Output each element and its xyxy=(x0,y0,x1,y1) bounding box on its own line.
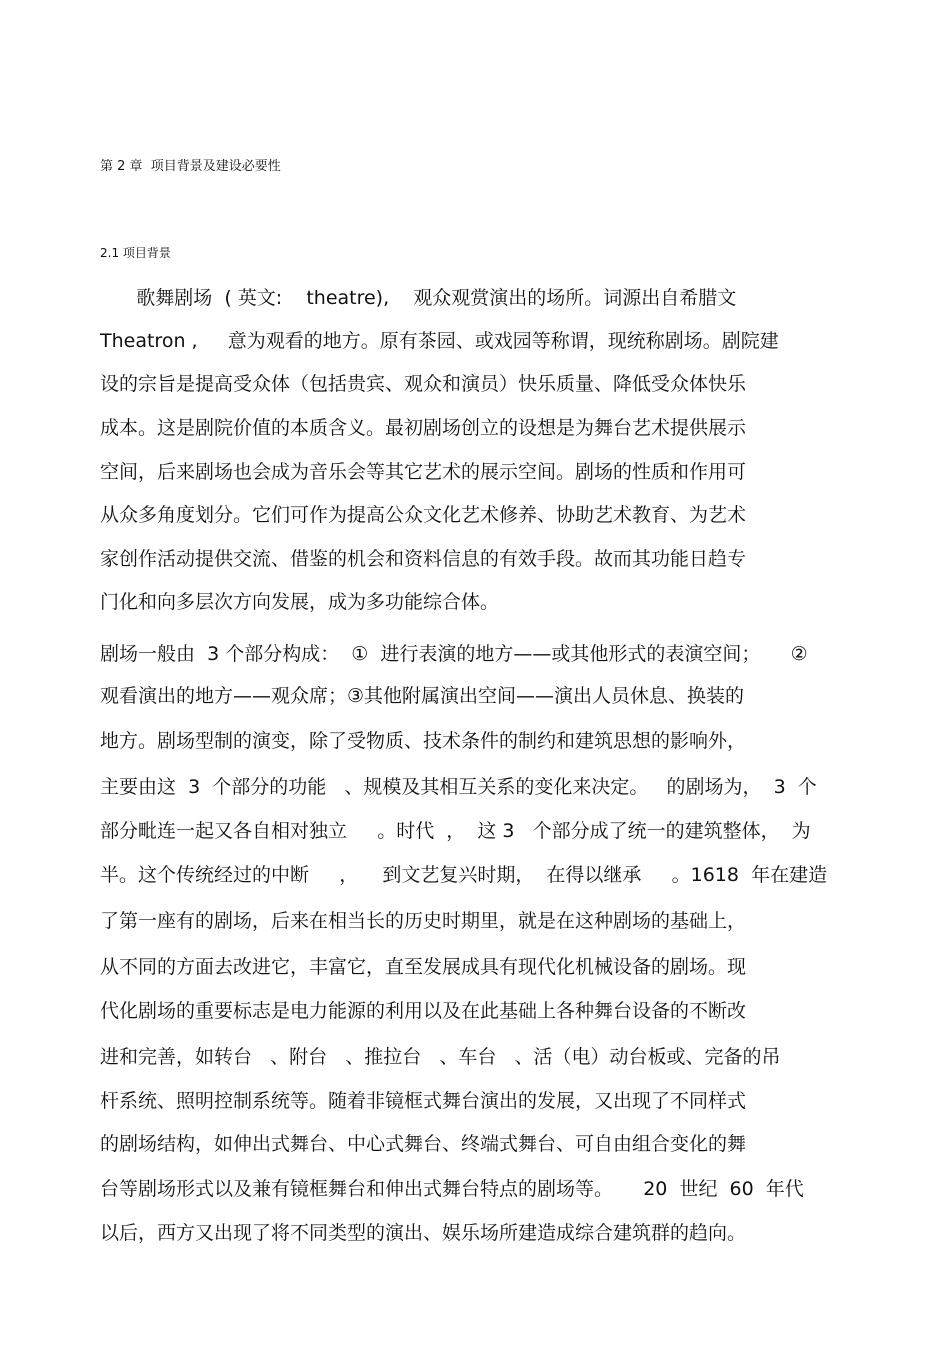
body-line: 了第一座有的剧场，后来在相当长的历史时期里，就是在这种剧场的基础上， xyxy=(100,910,747,932)
body-line: 剧场一般由 3 个部分构成： ① 进行表演的地方——或其他形式的表演空间； ② xyxy=(100,643,808,665)
body-line: 进和完善，如转台 、附台 、推拉台 、车台 、活（电）动台板或、完备的吊 xyxy=(100,1046,781,1068)
body-line: 杆系统、照明控制系统等。随着非镜框式舞台演出的发展，又出现了不同样式 xyxy=(100,1090,747,1112)
body-line: 部分毗连一起又各自相对独立 。时代 ， 这 3 个部分成了统一的建筑整体， 为 xyxy=(100,820,811,842)
body-line: 的剧场结构，如伸出式舞台、中心式舞台、终端式舞台、可自由组合变化的舞 xyxy=(100,1133,747,1155)
chapter-heading: 第 2 章 项目背景及建设必要性 xyxy=(100,159,281,174)
body-line: 门化和向多层次方向发展，成为多功能综合体。 xyxy=(100,591,500,613)
body-line: 从众多角度划分。它们可作为提高公众文化艺术修养、协助艺术教育、为艺术 xyxy=(100,504,747,526)
body-line: 代化剧场的重要标志是电力能源的利用以及在此基础上各种舞台设备的不断改 xyxy=(100,1000,747,1022)
body-line: 空间，后来剧场也会成为音乐会等其它艺术的展示空间。剧场的性质和作用可 xyxy=(100,461,747,483)
body-line: 主要由这 3 个部分的功能 、规模及其相互关系的变化来决定。 的剧场为， 3 个 xyxy=(100,776,817,798)
body-line: 台等剧场形式以及兼有镜框舞台和伸出式舞台特点的剧场等。 20 世纪 60 年代 xyxy=(100,1178,804,1200)
body-line: 家创作活动提供交流、借鉴的机会和资料信息的有效手段。故而其功能日趋专 xyxy=(100,548,747,570)
body-line: 半。这个传统经过的中断 ， 到文艺复兴时期， 在得以继承 。1618 年在建造 xyxy=(100,864,828,886)
body-line: 成本。这是剧院价值的本质含义。最初剧场创立的设想是为舞台艺术提供展示 xyxy=(100,417,747,439)
body-line: 从不同的方面去改进它，丰富它，直至发展成具有现代化机械设备的剧场。现 xyxy=(100,956,747,978)
body-line: Theatron , 意为观看的地方。原有茶园、或戏园等称谓，现统称剧场。剧院建 xyxy=(100,330,779,352)
body-line: 观看演出的地方——观众席；③其他附属演出空间——演出人员休息、换装的 xyxy=(100,685,745,707)
body-line: 歌舞剧场 ( 英文: theatre), 观众观赏演出的场所。词源出自希腊文 xyxy=(100,287,737,309)
body-line: 设的宗旨是提高受众体（包括贵宾、观众和演员）快乐质量、降低受众体快乐 xyxy=(100,373,747,395)
section-heading: 2.1 项目背景 xyxy=(100,246,171,260)
body-line: 以后，西方又出现了将不同类型的演出、娱乐场所建造成综合建筑群的趋向。 xyxy=(100,1222,747,1244)
body-line: 地方。剧场型制的演变，除了受物质、技术条件的制约和建筑思想的影响外， xyxy=(100,730,747,752)
